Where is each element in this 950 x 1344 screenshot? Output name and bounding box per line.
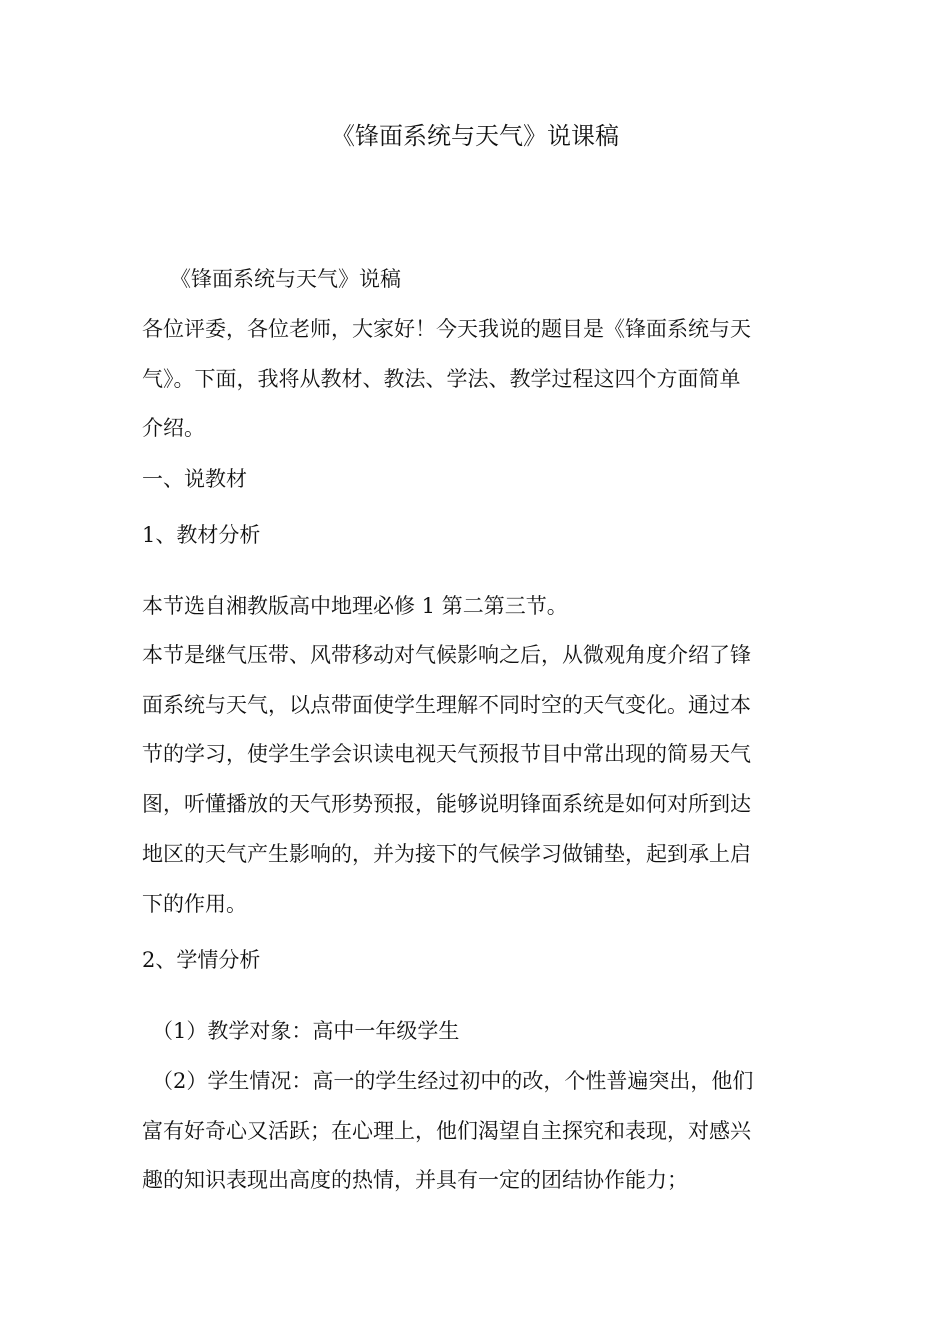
student-item-1: （1）教学对象：高中一年级学生 <box>152 1019 460 1043</box>
subheading-textbook-analysis: 1、教材分析 <box>142 523 261 547</box>
analysis-line-5: 地区的天气产生影响的，并为接下的气候学习做铺垫，起到承上启 <box>142 842 751 866</box>
analysis-line-1: 本节是继气压带、风带移动对气候影响之后，从微观角度介绍了锋 <box>142 643 751 667</box>
section-heading-textbook: 一、说教材 <box>142 467 247 491</box>
speech-subtitle: 《锋面系统与天气》说稿 <box>170 267 401 291</box>
analysis-line-6: 下的作用。 <box>142 892 247 916</box>
intro-line-2: 气》。下面，我将从教材、教法、学法、教学过程这四个方面简单 <box>142 367 741 391</box>
subheading-student-analysis: 2、学情分析 <box>142 948 261 972</box>
document-title: 《锋面系统与天气》说课稿 <box>331 122 619 150</box>
source-line: 本节选自湘教版高中地理必修 1 第二第三节。 <box>142 594 568 618</box>
intro-line-3: 介绍。 <box>142 416 205 440</box>
student-item-2-line-2: 富有好奇心又活跃；在心理上，他们渴望自主探究和表现，对感兴 <box>142 1119 751 1143</box>
student-item-2-line-3: 趣的知识表现出高度的热情，并具有一定的团结协作能力； <box>142 1168 688 1192</box>
analysis-line-4: 图，听懂播放的天气形势预报，能够说明锋面系统是如何对所到达 <box>142 792 751 816</box>
analysis-line-2: 面系统与天气，以点带面使学生理解不同时空的天气变化。通过本 <box>142 693 751 717</box>
intro-line-1: 各位评委，各位老师，大家好！今天我说的题目是《锋面系统与天 <box>142 317 751 341</box>
analysis-line-3: 节的学习，使学生学会识读电视天气预报节目中常出现的简易天气 <box>142 742 751 766</box>
student-item-2-line-1: （2）学生情况：高一的学生经过初中的改，个性普遍突出，他们 <box>152 1069 754 1093</box>
